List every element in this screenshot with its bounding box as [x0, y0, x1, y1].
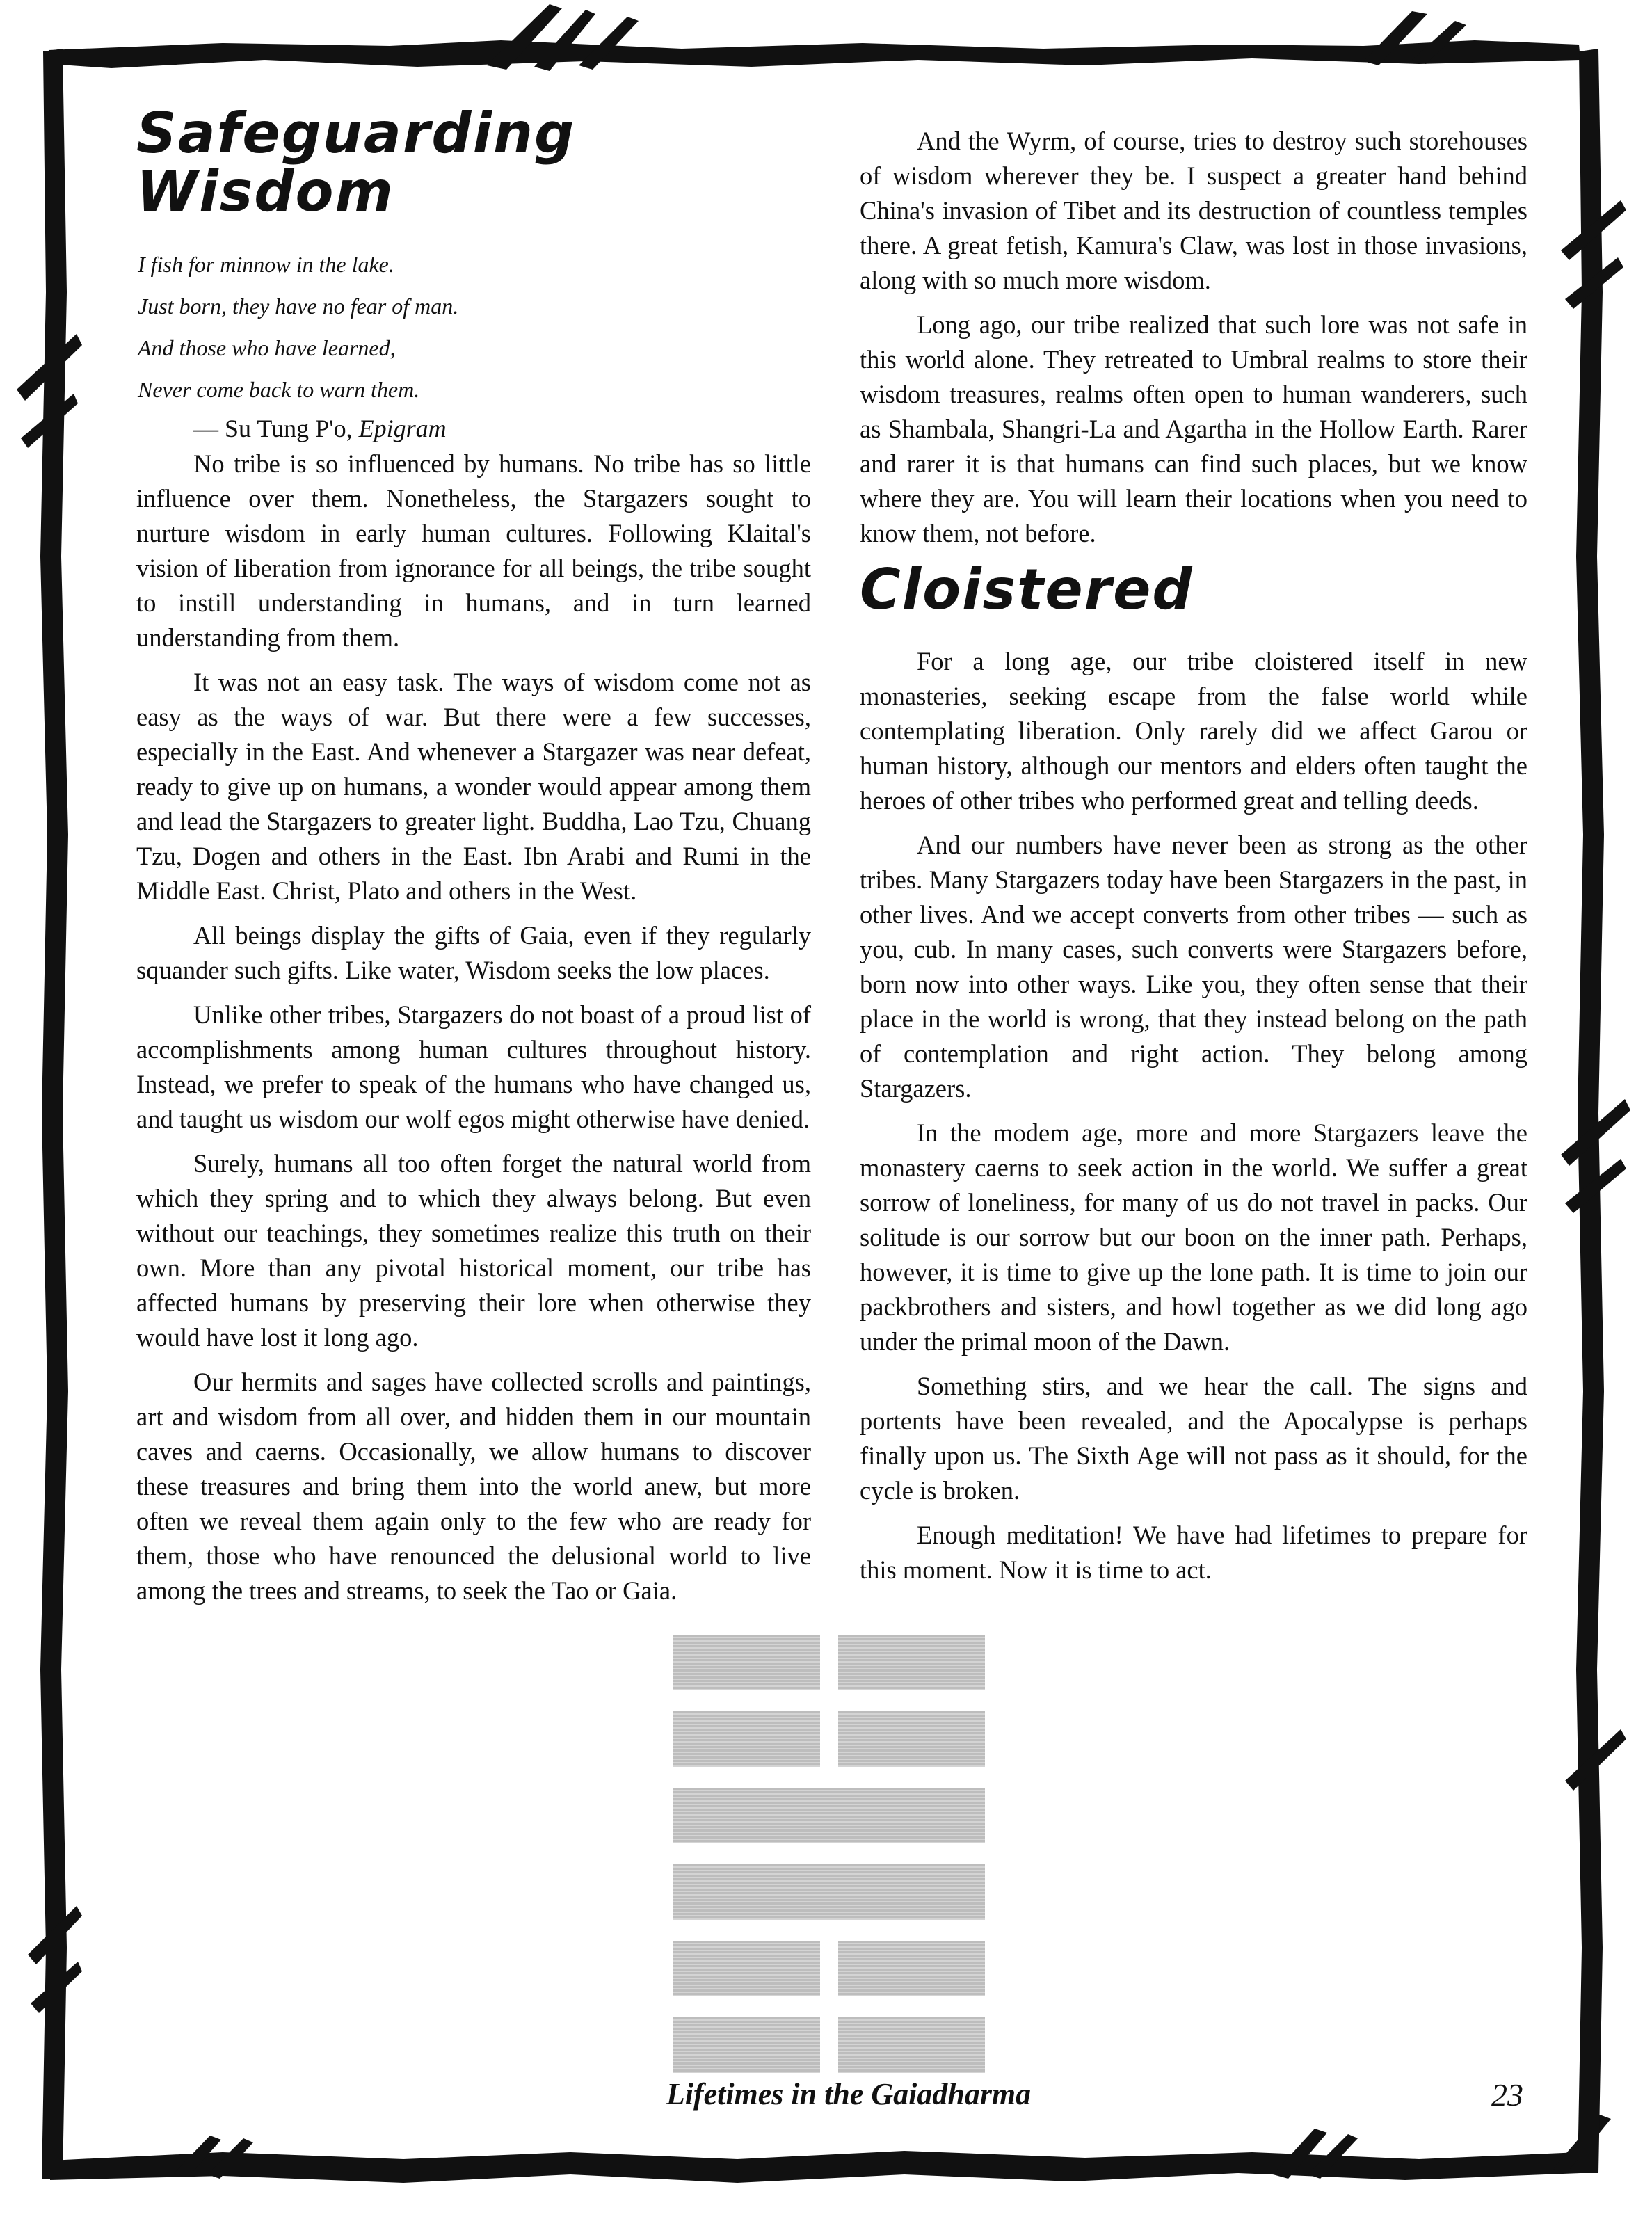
poem-line: And those who have learned,	[138, 335, 396, 360]
body-paragraph: Unlike other tribes, Stargazers do not boast of a proud list of accomplishments among human cultures throughout history. Instead, we prefer to speak of the humans who have changed us, and taught us wisdom our wolf egos might otherwise have denied.	[136, 1000, 811, 1133]
section-heading-cloistered: Cloistered	[860, 557, 1194, 622]
hexagram-broken-line-segment	[838, 1941, 985, 1996]
right-brush-stroke	[1576, 49, 1604, 2173]
hexagram-solid-line	[673, 1864, 985, 1920]
top-brush-stroke	[49, 40, 1580, 68]
hexagram-broken-line-segment	[838, 1711, 985, 1767]
body-paragraph: Surely, humans all too often forget the natural world from which they spring and to which they always belong. But even without our teachings, they sometimes realize this truth on their own. More than any pivotal historical moment, our tribe has affected humans by preserving their lore when otherwise they would have lost it long ago.	[136, 1149, 811, 1352]
attribution-source: Epigram	[358, 415, 447, 442]
footer-book-title: Lifetimes in the Gaiadharma	[666, 2077, 1032, 2111]
body-paragraph: Long ago, our tribe realized that such lore was not safe in this world alone. They retreated to Umbral realms to store their wisdom treasures, realms often open to human wanderers, such as Shambala, Shangri-La and Agartha in the Hollow Earth. Rarer and rarer it is that humans can find such places, but we know where they are. You will learn their locations when you need to know them, not before.	[860, 310, 1527, 547]
right-column	[860, 124, 1527, 1597]
attribution-author: — Su Tung P'o,	[193, 415, 353, 442]
hexagram-broken-line-segment	[838, 2017, 985, 2073]
epigraph-attribution	[193, 410, 811, 447]
body-paragraph: Our hermits and sages have collected scrolls and paintings, art and wisdom from all over, and hidden them in our mountain caves and caerns. Occasionally, we allow humans to discover these treasures and bring them into the world anew, but more often we reveal them again only to the few who are ready for them, those who have renounced the delusional world to live among the trees and streams, to seek the Tao or Gaia.	[136, 1368, 811, 1605]
hexagram-solid-line	[673, 1788, 985, 1843]
left-column	[136, 101, 811, 1618]
hexagram-broken-line-segment	[838, 1635, 985, 1690]
poem-line: Never come back to warn them.	[138, 377, 420, 402]
hexagram-broken-line-segment	[673, 2017, 820, 2073]
body-paragraph: And the Wyrm, of course, tries to destroy such storehouses of wisdom wherever they be. I suspect a greater hand behind China's invasion of Tibet and its destruction of countless temples there. A great fetish, Kamura's Claw, was lost in those invasions, along with so much more wisdom.	[860, 127, 1527, 294]
body-paragraph: In the modem age, more and more Stargazers leave the monastery caerns to seek action in the world. We suffer a great sorrow of loneliness, for many of us do not travel in packs. Our solitude is our sorrow but our boon on the inner path. Perhaps, however, it is time to give up the lone path. It is time to join our packbrothers and sisters, and howl together as we did long ago under the primal moon of the Dawn.	[860, 1119, 1527, 1356]
body-paragraph: No tribe is so influenced by humans. No tribe has so little influence over them. Nonetheless, the Stargazers sought to nurture wisdom in early human cultures. Following Klaital's vision of liberation from ignorance for all beings, the tribe sought to instill understanding in humans, and in turn learned understanding from them.	[136, 449, 811, 652]
i-ching-hexagram	[673, 1635, 985, 2087]
poem-line: I fish for minnow in the lake.	[138, 252, 394, 277]
hexagram-broken-line-segment	[673, 1711, 820, 1767]
poem-line: Just born, they have no fear of man.	[138, 294, 459, 319]
body-paragraph: It was not an easy task. The ways of wisdom come not as easy as the ways of war. But there were a few successes, especially in the East. And whenever a Stargazer was near defeat, ready to give up on humans, a wonder would appear among them and lead the Stargazers to greater light. Buddha, Lao Tzu, Chuang Tzu, Dogen and others in the East. Ibn Arabi and Rumi in the Middle East. Christ, Plato and others in the West.	[136, 668, 811, 905]
hexagram-broken-line-segment	[673, 1941, 820, 1996]
body-paragraph: Something stirs, and we hear the call. The signs and portents have been revealed, and the Apocalypse is perhaps finally upon us. The Sixth Age will not pass as it should, for the cycle is broken.	[860, 1372, 1527, 1505]
body-paragraph: And our numbers have never been as strong as the other tribes. Many Stargazers today have been Stargazers in the past, in other lives. And we accept converts from other tribes — such as you, cub. In many cases, such converts were Stargazers before, born now into other ways. Like you, they often sense that their place in the world is wrong, that they instead belong on the path of contemplation and right action. They belong among Stargazers.	[860, 831, 1527, 1103]
body-paragraph: All beings display the gifts of Gaia, even if they regularly squander such gifts. Like water, Wisdom seeks the low places.	[136, 921, 811, 984]
hexagram-broken-line-segment	[673, 1635, 820, 1690]
body-paragraph: For a long age, our tribe cloistered itself in new monasteries, seeking escape from the false world while contemplating liberation. Only rarely did we affect Garou or human history, although our mentors and elders often taught the heroes of other tribes who performed great and telling deeds.	[860, 647, 1527, 815]
page-number: 23	[1491, 2077, 1523, 2113]
bottom-brush-stroke	[50, 2151, 1580, 2183]
section-heading-safeguarding-wisdom: Safeguarding Wisdom	[136, 101, 576, 224]
epigraph	[136, 243, 811, 447]
body-paragraph: Enough meditation! We have had lifetimes to prepare for this moment. Now it is time to act.	[860, 1521, 1527, 1584]
